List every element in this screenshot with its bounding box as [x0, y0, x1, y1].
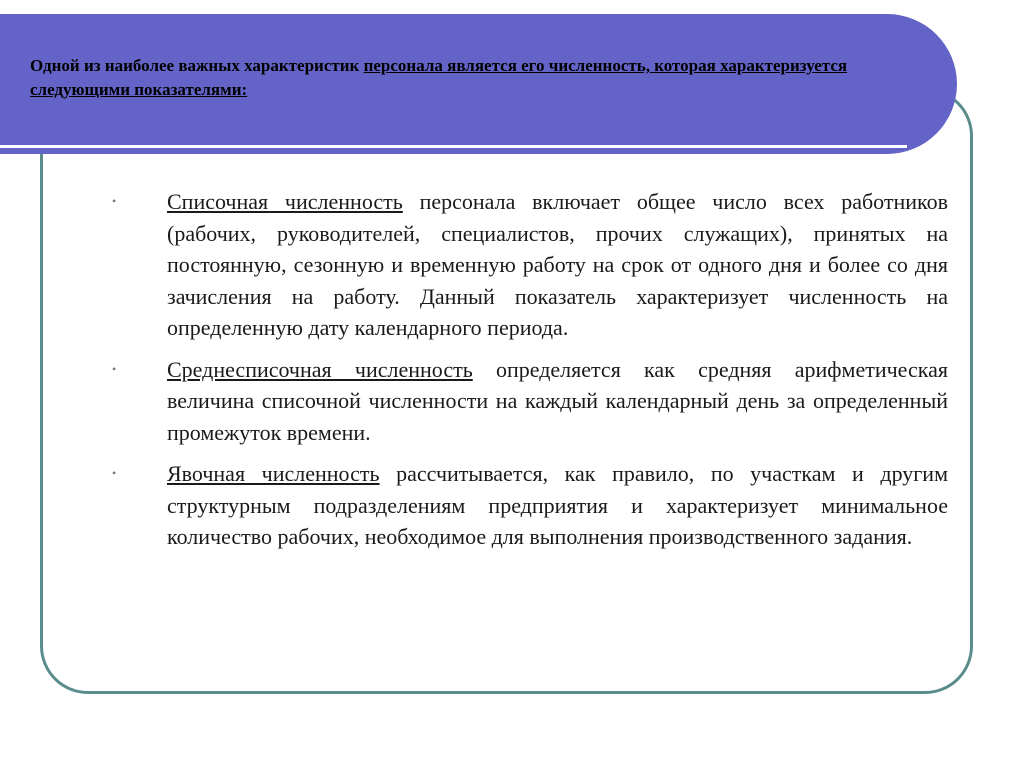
slide-title-underlined: персонала является его численность, которая характеризуется следующими показателями:	[30, 56, 848, 99]
bullet-term: Среднесписочная численность	[167, 356, 473, 382]
bullet-marker: •	[112, 361, 117, 376]
bullet-text: персонала включает общее число всех работников (рабочих, руководителей, специалистов, прочих служащих), принятых на постоянную, сезонную и временную работу на срок от одного дня и более со дня зачисления на работу. Данный показатель характеризует численность на определенную дату календарного периода.	[167, 189, 949, 340]
bullet-list	[112, 186, 948, 563]
bullet-item-average-headcount	[112, 354, 948, 449]
bullet-item-list-headcount	[112, 186, 948, 344]
bullet-item-attendance-headcount	[112, 458, 948, 553]
bullet-marker: •	[112, 194, 117, 208]
banner-divider-line	[0, 145, 907, 148]
bullet-marker: •	[112, 466, 117, 480]
bullet-text: определяется как средняя арифметическая величина списочной численности на каждый календарный день за определенный промежуток времени.	[167, 356, 948, 445]
title-banner	[0, 14, 957, 154]
bullet-term: Явочная численность	[167, 461, 380, 486]
bullet-term: Списочная численность	[167, 189, 403, 214]
bullet-text: рассчитывается, как правило, по участкам и другим структурным подразделениям предприятия и характеризует минимальное количество рабочих, необходимое для выполнения производственного задания.	[167, 461, 949, 549]
slide-title-prefix: Одной из наиболее важных характеристик	[30, 56, 364, 75]
slide-title	[30, 54, 910, 102]
